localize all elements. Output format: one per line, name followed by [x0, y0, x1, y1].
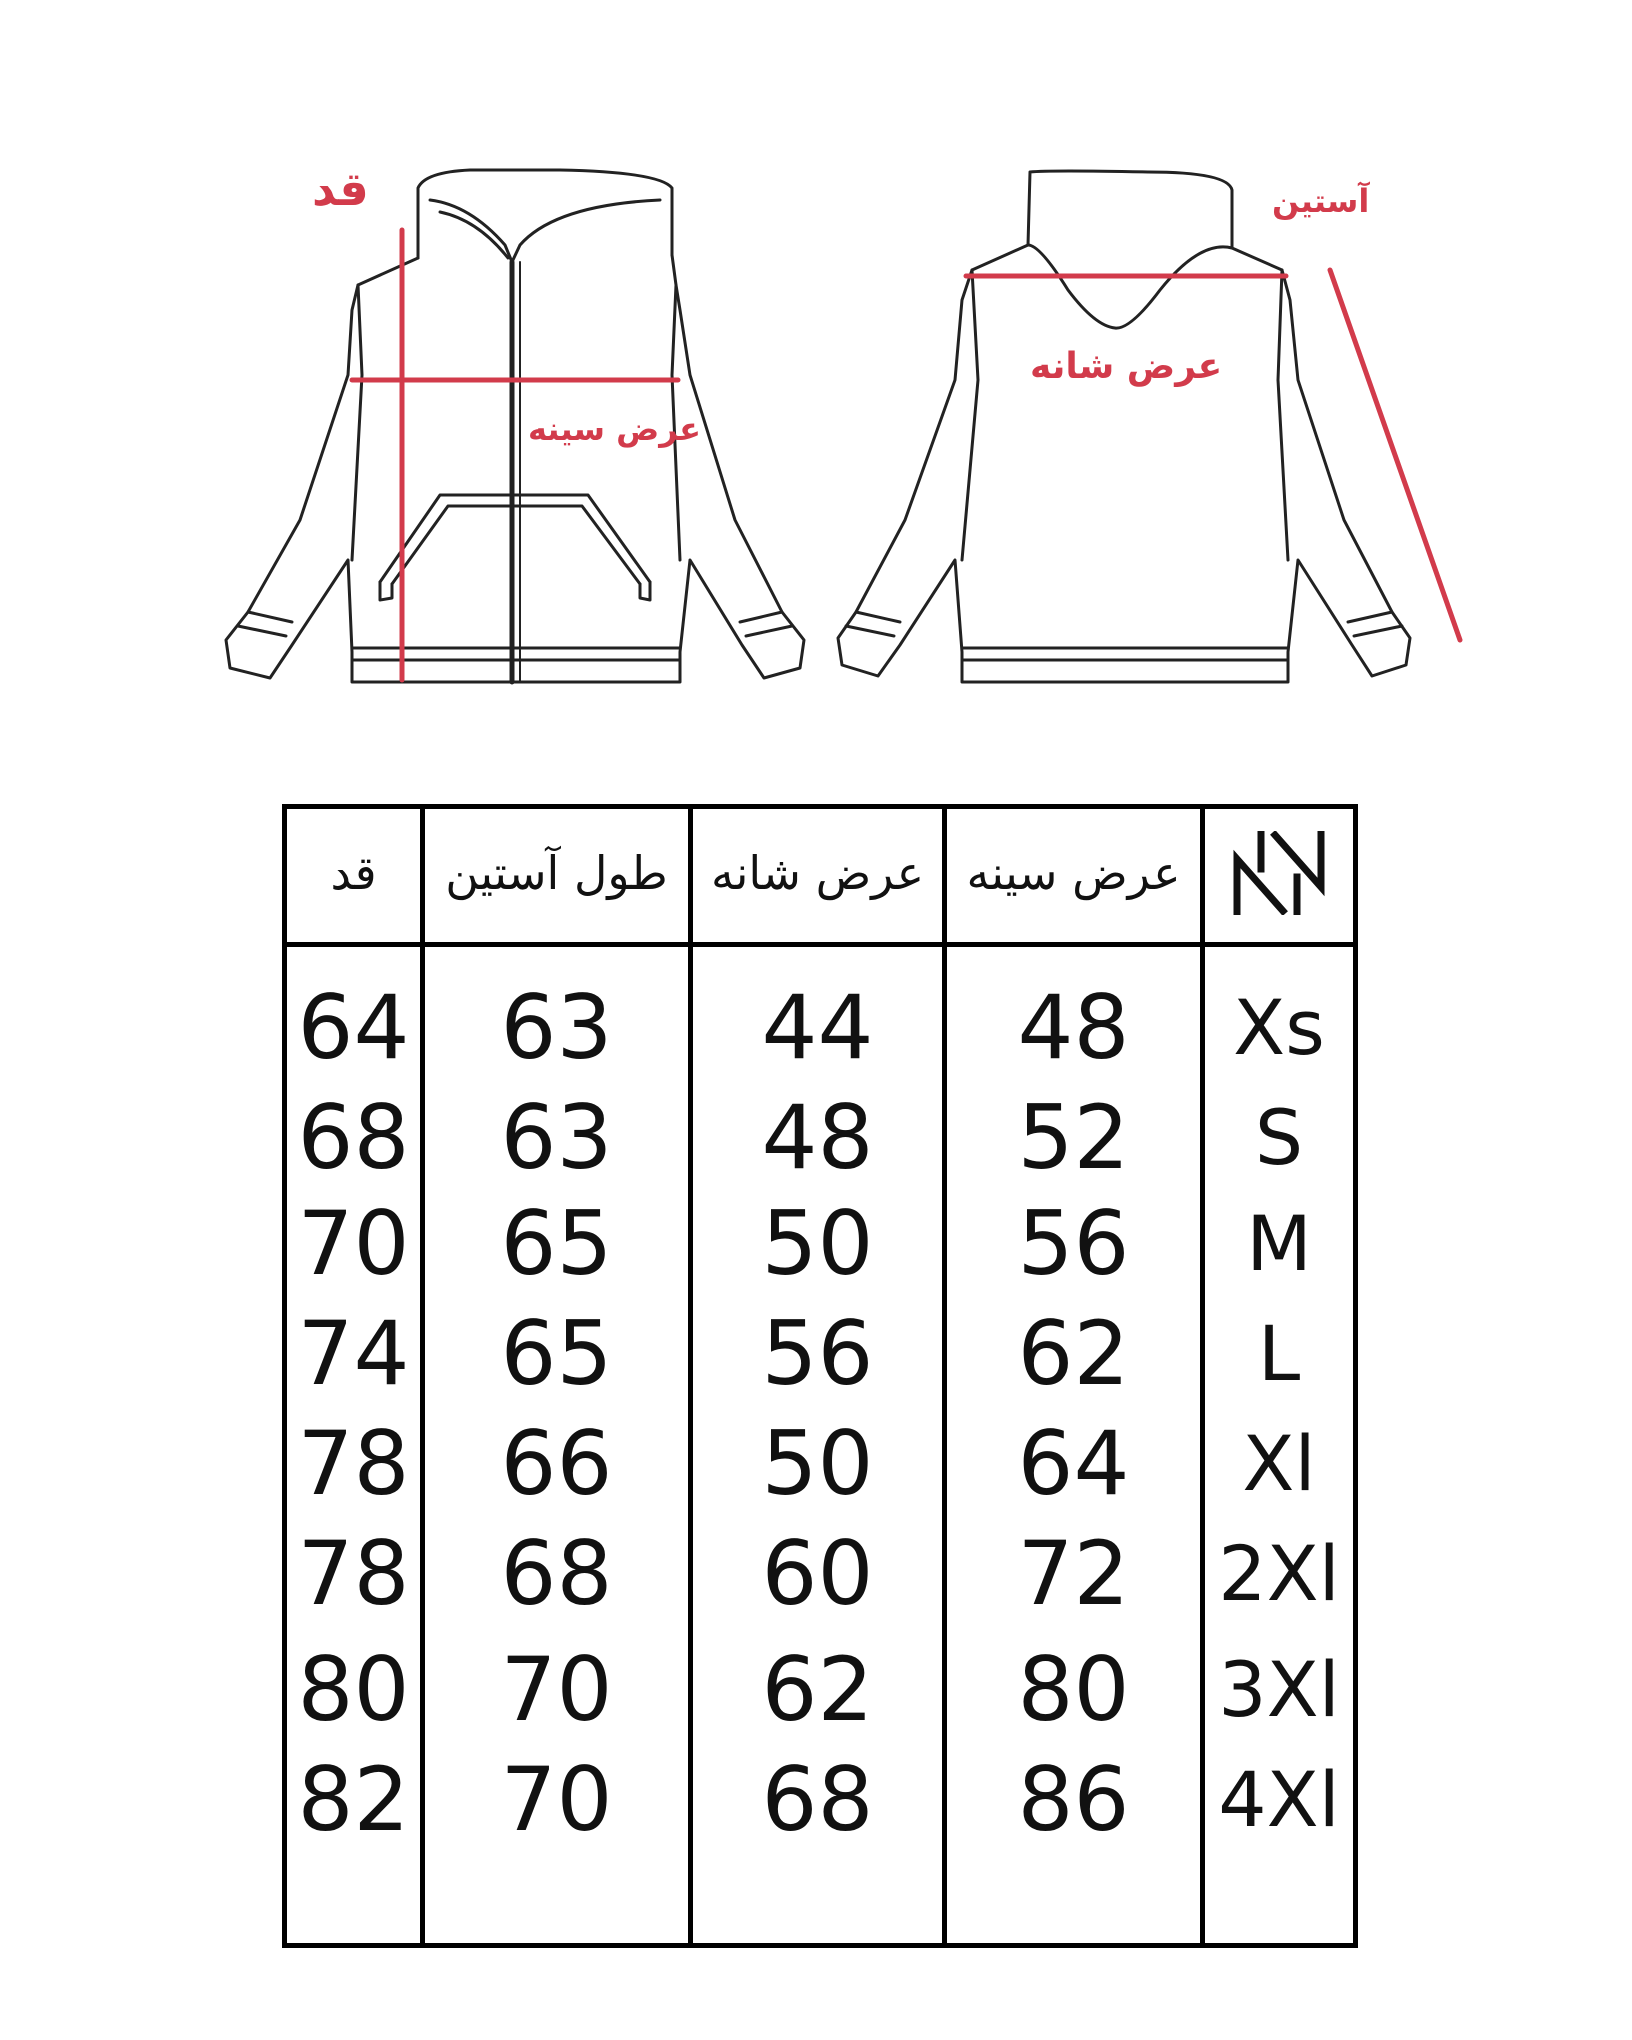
hoodie-illustration	[0, 0, 1632, 720]
header-length: قد	[330, 846, 377, 900]
cell-length: 68	[297, 1086, 410, 1189]
cell-sleeve-length: 68	[500, 1522, 613, 1625]
cell-length: 78	[297, 1522, 410, 1625]
cell-chest-width: 64	[1017, 1412, 1130, 1515]
cell-shoulder-width: 56	[761, 1302, 874, 1405]
cell-size: Xs	[1233, 983, 1325, 1072]
cell-sleeve-length: 63	[500, 976, 613, 1079]
cell-size: 3Xl	[1218, 1645, 1340, 1734]
cell-size: L	[1257, 1309, 1301, 1398]
back-sleeve-label: آستین	[1272, 182, 1370, 220]
cell-length: 78	[297, 1412, 410, 1515]
cell-chest-width: 56	[1017, 1192, 1130, 1295]
brand-logo-icon	[1205, 804, 1353, 942]
header-chest-width: عرض سینه	[966, 846, 1181, 900]
header-divider	[282, 942, 1358, 947]
sleeve-measure-line	[1330, 270, 1460, 640]
cell-shoulder-width: 68	[761, 1748, 874, 1851]
back-hoodie	[838, 171, 1410, 682]
cell-sleeve-length: 66	[500, 1412, 613, 1515]
front-length-label: قد	[312, 162, 369, 216]
table-bottom-border	[282, 1943, 1358, 1948]
cell-chest-width: 80	[1017, 1638, 1130, 1741]
cell-size: Xl	[1242, 1419, 1316, 1508]
cell-size: M	[1246, 1199, 1312, 1288]
table-right-border	[1353, 804, 1358, 1948]
cell-shoulder-width: 60	[761, 1522, 874, 1625]
cell-sleeve-length: 65	[500, 1302, 613, 1405]
cell-sleeve-length: 70	[500, 1748, 613, 1851]
size-table	[282, 804, 1358, 1948]
back-shoulder-label: عرض شانه	[1030, 346, 1223, 387]
cell-chest-width: 52	[1017, 1086, 1130, 1189]
cell-shoulder-width: 48	[761, 1086, 874, 1189]
cell-length: 82	[297, 1748, 410, 1851]
cell-size: 4Xl	[1218, 1755, 1340, 1844]
cell-shoulder-width: 44	[761, 976, 874, 1079]
cell-length: 74	[297, 1302, 410, 1405]
cell-length: 70	[297, 1192, 410, 1295]
cell-chest-width: 48	[1017, 976, 1130, 1079]
hoodie-diagram	[0, 0, 1632, 720]
cell-shoulder-width: 62	[761, 1638, 874, 1741]
cell-chest-width: 72	[1017, 1522, 1130, 1625]
cell-shoulder-width: 50	[761, 1412, 874, 1515]
cell-size: 2Xl	[1218, 1529, 1340, 1618]
header-shoulder-width: عرض شانه	[710, 846, 925, 900]
cell-length: 80	[297, 1638, 410, 1741]
front-hoodie	[226, 170, 804, 682]
cell-chest-width: 62	[1017, 1302, 1130, 1405]
cell-sleeve-length: 63	[500, 1086, 613, 1189]
cell-sleeve-length: 65	[500, 1192, 613, 1295]
cell-size: S	[1254, 1093, 1304, 1182]
cell-sleeve-length: 70	[500, 1638, 613, 1741]
cell-shoulder-width: 50	[761, 1192, 874, 1295]
header-sleeve-length: طول آستین	[445, 846, 668, 900]
front-chest-label: عرض سینه	[528, 410, 701, 448]
cell-chest-width: 86	[1017, 1748, 1130, 1851]
cell-length: 64	[297, 976, 410, 1079]
